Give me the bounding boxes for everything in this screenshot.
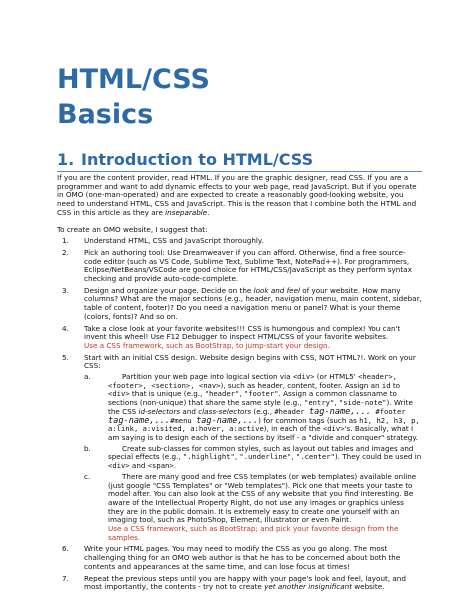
list-item: 5. Start with an initial CSS design. Website design begins with CSS, NOT HTML?!. Work on your CSS: a. Partition your web page into logical section via <div> (or HTML5' <header>, <footer>, <section>, <nav>), such as header, content, footer. Assign an id to <div> that is unique (e.g., "header", "footer". Assign a common classname to sections (non-unique) that share the same style (e.g., "entry", "side-note"). Write the CSS id-selectors and class-selectors (e.g., #header tag-name,... #footer tag-name,...#menu tag-name,...) for common tags (such as h1, h2, h3, p, a:link, a:visited, a:hover, a:active), in each of the <div>'s. Basically, what I am saying is to design each of the sections by itself - a "divide and conquer" strategy. b. Create sub-classes for common styles, such as layout out tables and images and special effects (e.g., ".highlight", ".underline", ".center"). They could be used in <div> and <span>. c. There are many good and free CSS templates (or web templates) available online (just google "CSS Templates" or "Web templates"). Pick one that meets your taste to model after. You can also look at the CSS of any website that you find interesting. Be aware of the Intellectual Property Right, do not use any images or graphics unless they are in the public domain. It is extremely easy to create one yourself with an imaging tool, such as PhotoShop, Element, Illustrator or even Paint. Use a CSS framework, such as BootStrap; and pick your favorite design from the samples. <box>62 352 422 542</box>
section-body <box>57 174 422 592</box>
list-item: 4. Take a close look at your favorite websites!!! CSS is humongous and complex! You can't invent this wheel! Use F12 Debugger to inspect HTML/CSS of your favorite websites. Use a CSS framework, such as BootStrap, to jump-start your design. <box>62 323 401 350</box>
highlight-note: Use a CSS framework, such as BootStrap; and pick your favorite design from the samples. <box>108 524 399 542</box>
list-item: 1. Understand HTML, CSS and JavaScript thoroughly. <box>62 236 264 246</box>
intro-lead: To create an OMO website, I suggest that: <box>57 224 208 234</box>
section-number: 1. <box>57 150 75 169</box>
substeps-list <box>84 373 422 542</box>
list-item: c. There are many good and free CSS templates (or web templates) available online (just google "CSS Templates" or "Web templates"). Pick one that meets your taste to model after. You can also look at the CSS of any website that you find interesting. Be aware of the Intellectual Property Right, do not use any images or graphics unless they are in the public domain. It is extremely easy to create one yourself with an imaging tool, such as PhotoShop, Element, Illustrator or even Paint. Use a CSS framework, such as BootStrap; and pick your favorite design from the samples. <box>84 471 417 542</box>
list-item: 2. Pick an authoring tool: Use Dreamweaver if you can afford. Otherwise, find a free source-code editor (such as VS Code, Sublime Text, Sublime Text, NotePad++). For programmers, Eclipse/NetBeans/VSCode are good choice for HTML/CSS/JavaScript as they perform syntax checking and provide auto-code-complete. <box>62 247 412 284</box>
list-item: 6. Write your HTML pages. You may need to modify the CSS as you go along. The most challenging thing for an OMO web author is that he has to be concerned about both the contents and appearances at the same time, and can lose focus at times! <box>62 544 401 571</box>
list-item: b. Create sub-classes for common styles, such as layout out tables and images and special effects (e.g., ".highlight", ".underline", ".center"). They could be used in <div> and <span>. <box>84 443 422 471</box>
doc-title: HTML/CSS <box>57 64 210 95</box>
list-item: 7. Repeat the previous steps until you are happy with your page's look and feel, layout, and most importantly, the contents - try not to create yet another insignificant website. <box>62 573 406 592</box>
highlight-note: Use a CSS framework, such as BootStrap, to jump-start your design. <box>84 340 330 350</box>
steps-list <box>57 237 422 592</box>
list-item: 3. Design and organize your page. Decide on the look and feel of your website. How many columns? What are the major sections (e.g., header, navigation menu, main content, sidebar, table of content, footer)? Do you need a navigation menu or panel? What is your theme (colors, fonts)? And so on. <box>62 285 422 321</box>
section-title: Introduction to HTML/CSS <box>81 150 314 169</box>
intro-paragraph: If you are the content provider, read HTML. If you are the graphic designer, read CSS. If you are a programmer and want to add dynamic effects to your web page, read JavaScript. But if you operate in OMO (one-man-operated) and are expected to create a reasonably good-looking website, you need to understand HTML, CSS and JavaScript. This is the reason that I combine both the HTML and CSS in this article as they are inseparable. <box>57 173 417 217</box>
section-heading <box>57 150 422 172</box>
doc-subtitle: Basics <box>57 99 154 130</box>
list-item: a. Partition your web page into logical section via <div> (or HTML5' <header>, <footer>, <section>, <nav>), such as header, content, footer. Assign an id to <div> that is unique (e.g., "header", "footer". Assign a common classname to sections (non-unique) that share the same style (e.g., "entry", "side-note"). Write the CSS id-selectors and class-selectors (e.g., #header tag-name,... #footer tag-name,...#menu tag-name,...) for common tags (such as h1, h2, h3, p, a:link, a:visited, a:hover, a:active), in each of the <div>'s. Basically, what I am saying is to design each of the sections by itself - a "divide and conquer" strategy. <box>84 372 420 442</box>
